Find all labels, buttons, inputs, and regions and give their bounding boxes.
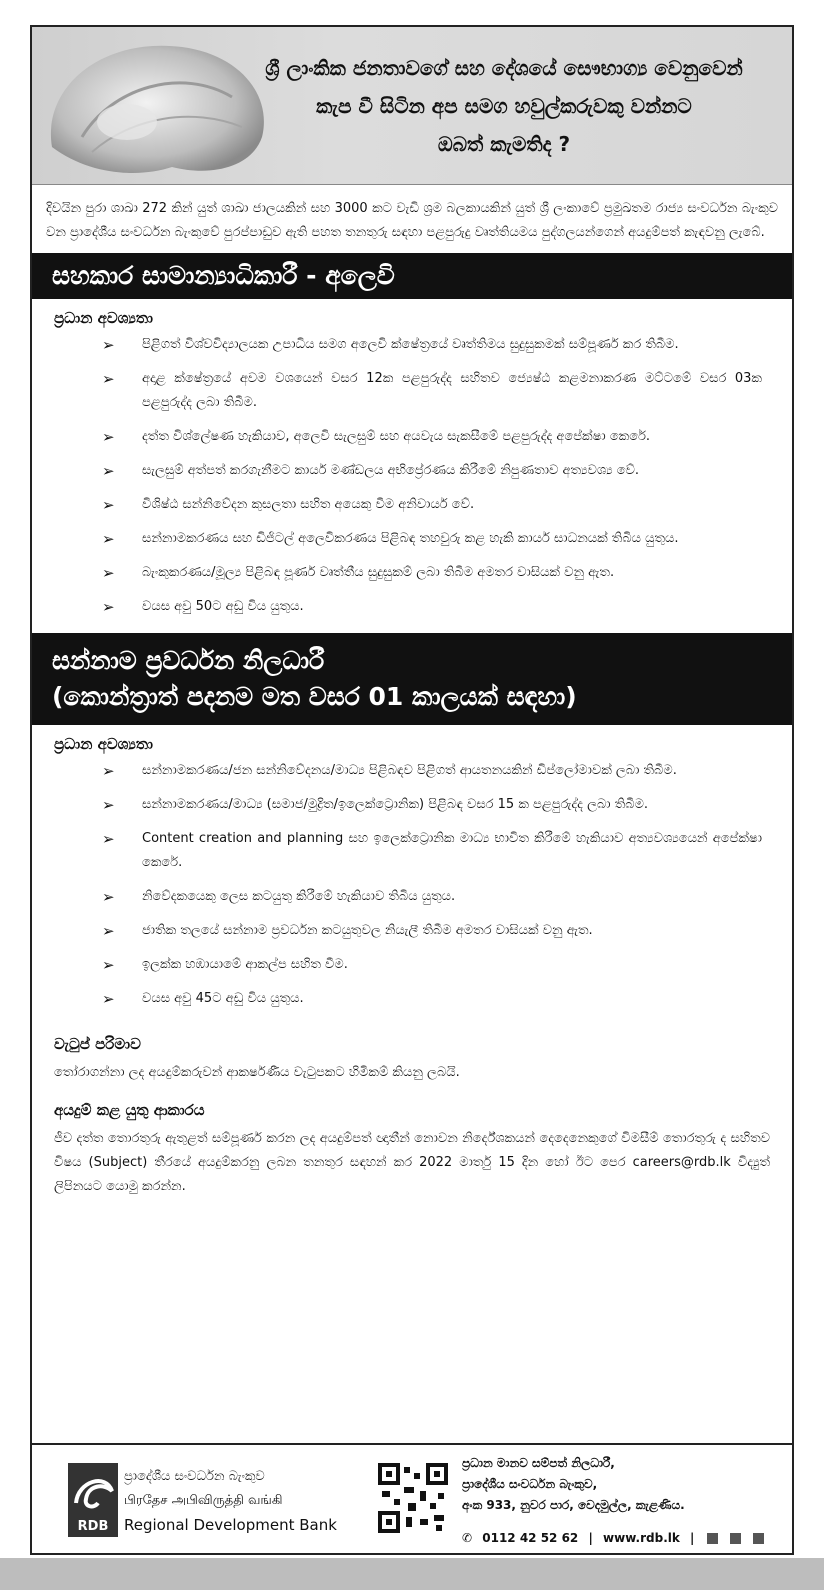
position-title-brand-line-2: (කොන්ත්‍රාත් පදනම මත වසර 01 කාලයක් සඳහා) (52, 682, 577, 711)
list-item: ➢ සැලසුම් අත්පත් කරගැනීමට කාර්ය මණ්ඩලය අභිප්‍රේරණය කිරීමේ නිපුණතාව අත්‍යවශ්‍ය වේ. (102, 459, 762, 483)
how-to-apply-text: ජීව දත්ත තොරතුරු ඇතුළත් සම්පූර්ණ කරන ලද අයදුම්පත් ඥාතීන් නොවන නිර්දේශකයන් දෙදෙනෙකුගේ විමසීම් තොරතුරු ද සහිතව විෂය (Subject) තීරයේ අයදුම්කරනු ලබන තනතුර සඳහන් කර 2022 මාර්තු 15 දින හෝ ඊට පෙර careers@rdb.lk විද්‍යුත් ලිපිනයට යොමු කරන්න. (54, 1131, 770, 1194)
facebook-icon[interactable] (707, 1533, 718, 1544)
arrow-bullet-icon: ➢ (102, 496, 115, 514)
rdb-logo (68, 1463, 118, 1517)
list-item: ➢ දත්ත විශ්ලේෂණ හැකියාව, අලෙවි සැලසුම් සහ අයවැය සැකසීමේ පළපුරුද්ද අපේක්ෂා කෙරේ. (102, 425, 762, 449)
bottom-strip (0, 1558, 824, 1590)
banner-line-1: ශ්‍රී ලාංකික ජනතාවගේ සහ දේශයේ සෞභාග්‍ය වෙනුවෙන් (265, 56, 743, 80)
website-link[interactable]: www.rdb.lk (603, 1531, 680, 1545)
arrow-bullet-icon: ➢ (102, 462, 115, 480)
list-item: ➢ වයස අවු 50ට අඩු විය යුතුය. (102, 595, 762, 619)
address-line-3: අංක 933, නුවර පාර, වෙදමුල්ල, කැළණිය. (462, 1498, 685, 1512)
arrow-bullet-icon: ➢ (102, 370, 115, 388)
list-item: ➢ ඉලක්ක හඹායාමේ ආකල්ප සහිත වීම. (102, 953, 762, 977)
arrow-bullet-icon: ➢ (102, 956, 115, 974)
position-title-marketing: සහකාර සාමාන්‍යාධිකාරී - අලෙවි (32, 253, 792, 299)
arrow-bullet-icon: ➢ (102, 796, 115, 814)
hr-address (462, 1453, 685, 1516)
twitter-icon[interactable] (753, 1533, 764, 1544)
phone-number: 0112 42 52 62 (482, 1531, 579, 1545)
requirements-heading: ප්‍රධාන අවශ්‍යතා (54, 735, 153, 753)
list-item: ➢ නිවේදකයෙකු ලෙස කටයුතු කිරීමේ හැකියාව තිබිය යුතුය. (102, 885, 762, 909)
list-item: ➢ පිළිගත් විශ්වවිද්‍යාලයක උපාධිය සමග අලෙවි ක්ෂේත්‍රයේ වෘත්තිමය සුදුසුකමක් සම්පූර්ණ කර තිබීම. (102, 333, 762, 357)
arrow-bullet-icon: ➢ (102, 428, 115, 446)
youtube-icon[interactable] (730, 1533, 741, 1544)
list-item: ➢ අදාළ ක්ෂේත්‍රයේ අවම වශයෙන් වසර 12ක පළපුරුද්ද සහිතව ජ්‍යෙෂ්ඨ කළමනාකරණ මට්ටමේ වසර 03ක පළපුරුද්ද ලබා තිබීම. (102, 367, 762, 415)
job-advertisement (30, 25, 794, 1555)
arrow-bullet-icon: ➢ (102, 564, 115, 582)
arrow-bullet-icon: ➢ (102, 530, 115, 548)
position-title-brand-line-1: සන්නාම ප්‍රවර්ධන නිලධාරී (52, 646, 325, 675)
list-item: ➢ වයස අවු 45ට අඩු විය යුතුය. (102, 987, 762, 1011)
arrow-bullet-icon: ➢ (102, 336, 115, 354)
bank-name-tamil: பிரதேச அபிவிருத்தி வங்கி (124, 1493, 283, 1508)
arrow-bullet-icon: ➢ (102, 762, 115, 780)
list-item: ➢ සන්නාමකරණය/මාධ්‍ය (සමාජ/මුද්‍රිත/ඉලෙක්ට්‍රොනික) පිළිබඳ වසර 15 ක පළපුරුද්ද ලබා තිබීම. (102, 793, 762, 817)
rdb-logo-text: RDB (68, 1517, 118, 1537)
requirements-list-marketing (32, 333, 792, 633)
how-to-apply-heading: අයදුම් කළ යුතු ආකාරය (54, 1101, 205, 1119)
wave-logo-icon (68, 1463, 118, 1517)
address-line-1: ප්‍රධාන මානව සම්පත් නිලධාරී, (462, 1456, 615, 1470)
bank-name-sinhala: ප්‍රාදේශීය සංවර්ධන බැංකුව (124, 1469, 265, 1484)
intro-paragraph: දිවයින පුරා ශාඛා 272 කින් යුත් ශාඛා ජාලයකින් සහ 3000 කට වැඩි ශ්‍රම බලකායකින් යුත් ශ්‍රී ලංකාවේ ප්‍රමුඛතම රාජ්‍ය සංවර්ධන බැංකුව වන ප්‍රාදේශීය සංවර්ධන බැංකුවේ පුරප්පාඩුව ඇති පහත තනතුරු සඳහා පළපුරුදු වෘත්තියමය පුද්ගලයන්ගෙන් අයදුම්පත් කැඳවනු ලැබේ. (46, 201, 778, 240)
contact-line (462, 1531, 770, 1545)
arrow-bullet-icon: ➢ (102, 990, 115, 1008)
salary-heading: වැටුප් පරිමාව (54, 1035, 141, 1053)
arrow-bullet-icon: ➢ (102, 888, 115, 906)
list-item: ➢ විශිෂ්ඨ සන්නිවේදන කුසලතා සහිත අයෙකු වීම අනිවාර්ය වේ. (102, 493, 762, 517)
list-item: ➢ සන්නාමකරණය සහ ඩිජිටල් අලෙවිකරණය පිළිබඳ තහවුරු කළ හැකි කාර්ය සාධනයක් තිබිය යුතුය. (102, 527, 762, 551)
phone-icon: ✆ (462, 1531, 473, 1545)
list-item: ➢ බැංකුකරණය/මූල්‍ය පිළිබඳ පූර්ණ වෘත්තීය සුදුසුකම් ලබා තිබීම අමතර වාසියක් වනු ඇත. (102, 561, 762, 585)
banner-line-2: කැප වී සිටින අප සමග හවුල්කරුවකු වන්නට (316, 94, 692, 118)
separator: | (690, 1531, 695, 1545)
qr-code-icon (378, 1463, 448, 1533)
requirements-heading: ප්‍රධාන අවශ්‍යතා (54, 309, 153, 327)
requirements-list-brand (32, 759, 792, 1025)
address-line-2: ප්‍රාදේශීය සංවර්ධන බැංකුව, (462, 1477, 598, 1491)
arrow-bullet-icon: ➢ (102, 830, 115, 848)
footer (32, 1443, 792, 1553)
list-item: ➢ සන්නාමකරණය/ජන සන්නිවේදනය/මාධ්‍ය පිළිබඳව පිළිගත් ආයතනයකින් ඩිප්ලෝමාවක් ලබා තිබීම. (102, 759, 762, 783)
banner (32, 27, 792, 185)
separator: | (588, 1531, 593, 1545)
salary-text: තෝරාගන්නා ලද අයදුම්කරුවන් ආකර්ෂණීය වැටුපකට හිමිකම් කියනු ලබයි. (54, 1065, 460, 1080)
arrow-bullet-icon: ➢ (102, 922, 115, 940)
list-item: ➢ ජාතික තලයේ සන්නාම ප්‍රවර්ධන කටයුතුවල නියැලී තිබීම අමතර වාසියක් වනු ඇත. (102, 919, 762, 943)
bank-names (124, 1465, 337, 1537)
banner-line-3: ඔබත් කැමතිද ? (437, 132, 571, 156)
position-title-brand (32, 633, 792, 725)
banner-headline (234, 49, 774, 163)
arrow-bullet-icon: ➢ (102, 598, 115, 616)
list-item: ➢ Content creation and planning සහ ඉලෙක්ට්‍රොනික මාධ්‍ය භාවිත කිරීමේ හැකියාව අත්‍යවශ්‍යයෙන් අපේක්ෂා කෙරේ. (102, 827, 762, 875)
bank-name-english: Regional Development Bank (124, 1516, 337, 1534)
